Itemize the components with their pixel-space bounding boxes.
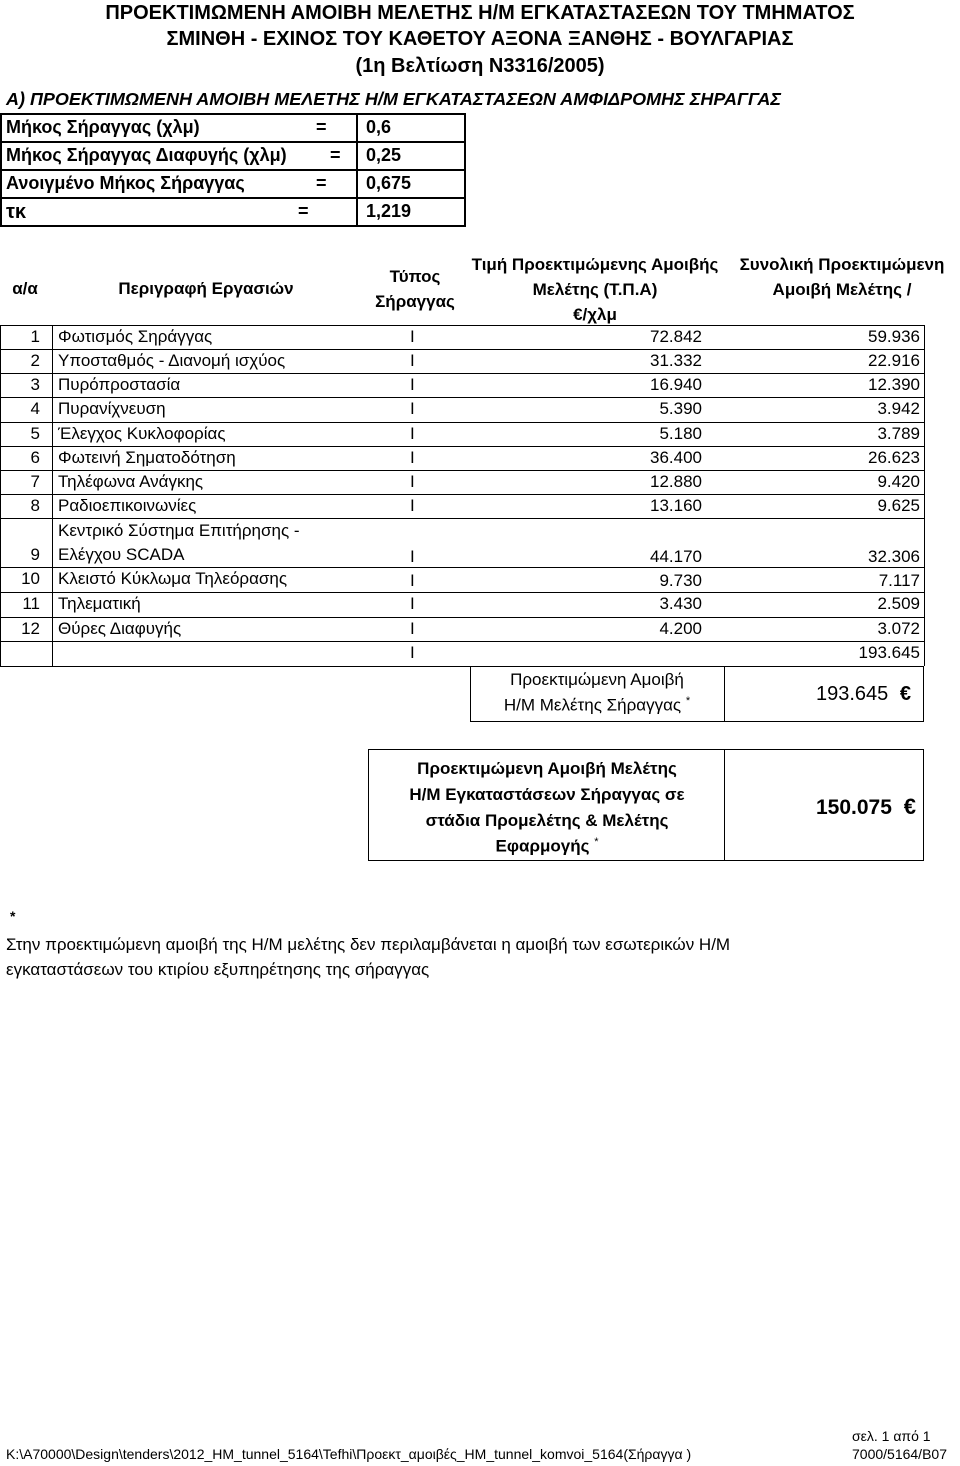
note-line-2: εγκαταστάσεων του κτιρίου εξυπηρέτησης της σήραγγας (6, 960, 430, 979)
row-number: 7 (30, 472, 40, 491)
sum-type: Ι (410, 643, 415, 662)
note-line-1: Στην προεκτιμώμενη αμοιβή της Η/Μ μελέτης δεν περιλαμβάνεται η αμοιβή των εσωτερικών Η/Μ (6, 935, 731, 954)
row-number: 10 (21, 569, 40, 588)
table-column-rule (924, 325, 925, 666)
asterisk-icon: * (10, 908, 16, 924)
param-label: τκ (6, 201, 27, 223)
row-unit-fee: 4.200 (659, 619, 702, 638)
stages-fee-label-1: Προεκτιμώμενη Αμοιβή Μελέτης (417, 759, 677, 778)
row-unit-fee: 5.390 (659, 399, 702, 418)
row-total-fee: 7.117 (878, 571, 920, 590)
row-unit-fee: 36.400 (650, 448, 702, 467)
row-unit-fee: 12.880 (650, 472, 702, 491)
euro-icon: € (899, 683, 911, 705)
header-aa: α/α (12, 279, 38, 298)
stages-fee-label-4 (370, 836, 724, 857)
sum-total-fee: 193.645 (858, 643, 920, 662)
asterisk-icon: * (594, 836, 599, 848)
row-number: 1 (30, 327, 40, 346)
param-eq: = (330, 145, 341, 165)
header-description: Περιγραφή Εργασιών (118, 279, 294, 298)
table-column-rule (52, 325, 53, 666)
param-label: Μήκος Σήραγγας (χλμ) (6, 117, 200, 137)
stages-divider (724, 749, 725, 861)
page-number: σελ. 1 από 1 (852, 1428, 931, 1444)
header-tunnel-type: Τύπος Σήραγγας (375, 267, 455, 311)
row-type: Ι (410, 472, 415, 491)
row-type: Ι (410, 571, 415, 590)
summary-fee-label-2-text: Η/Μ Μελέτης Σήραγγας (503, 695, 682, 715)
row-total-fee: 32.306 (868, 547, 920, 566)
row-description: Υποσταθμός - Διανομή ισχύος (58, 351, 286, 370)
row-number: 4 (30, 399, 40, 418)
row-total-fee: 3.942 (877, 399, 920, 418)
row-number: 11 (22, 594, 40, 613)
row-description: Τηλέφωνα Ανάγκης (58, 472, 204, 491)
header-unit-fee: Τιμή Προεκτιμώμενης Αμοιβής Μελέτης (Τ.Π.Α) (471, 255, 719, 299)
row-type: Ι (410, 594, 415, 613)
summary-fee-amount: 193.645 (816, 683, 889, 705)
euro-icon: € (903, 794, 917, 819)
row-total-fee: 9.420 (877, 472, 920, 491)
params-rule (0, 197, 466, 199)
row-type: Ι (410, 351, 415, 370)
row-description: Έλεγχος Κυκλοφορίας (58, 424, 226, 443)
row-description: Κεντρικό Σύστημα Επιτήρησης - (58, 521, 300, 540)
doc-title-line3: (1η Βελτίωση Ν3316/2005) (355, 55, 605, 77)
row-number: 9 (30, 545, 40, 564)
row-unit-fee: 5.180 (659, 424, 702, 443)
param-label: Ανοιγμένο Μήκος Σήραγγας (6, 173, 245, 193)
row-description: Ραδιοεπικοινωνίες (58, 496, 197, 515)
row-total-fee: 12.390 (868, 375, 920, 394)
row-number: 6 (30, 448, 40, 467)
header-unit-fee-unit: €/χλμ (573, 305, 617, 324)
row-unit-fee: 16.940 (650, 375, 702, 394)
row-type: Ι (410, 547, 415, 566)
params-rule (0, 169, 466, 171)
row-number: 12 (21, 619, 40, 638)
row-type: Ι (410, 448, 415, 467)
row-type: Ι (410, 496, 415, 515)
row-total-fee: 26.623 (868, 448, 920, 467)
row-unit-fee: 13.160 (650, 496, 702, 515)
row-description: Κλειστό Κύκλωμα Τηλεόρασης (58, 569, 288, 588)
param-value: 0,6 (366, 117, 392, 137)
row-description: Πυρόπροστασία (58, 375, 181, 394)
row-total-fee: 2.509 (877, 594, 920, 613)
param-value: 0,675 (366, 173, 412, 193)
row-unit-fee: 3.430 (659, 594, 702, 613)
param-label: Μήκος Σήραγγας Διαφυγής (χλμ) (6, 145, 287, 165)
document-code: 7000/5164/B07 (852, 1446, 947, 1462)
param-value: 0,25 (366, 145, 402, 165)
row-description: Θύρες Διαφυγής (58, 619, 182, 638)
doc-title-line2: ΣΜΙΝΘΗ - ΕΧΙΝΟΣ ΤΟΥ ΚΑΘΕΤΟΥ ΑΞΟΝΑ ΞΑΝΘΗΣ - ΒΟΥΛΓΑΡΙΑΣ (166, 28, 794, 50)
row-total-fee: 22.916 (868, 351, 920, 370)
row-unit-fee: 72.842 (650, 327, 702, 346)
param-eq: = (316, 173, 327, 193)
summary-fee-label-2 (470, 695, 724, 716)
stages-fee-label-2: Η/Μ Εγκαταστάσεων Σήραγγας σε (409, 785, 685, 804)
row-total-fee: 59.936 (868, 327, 920, 346)
params-rule (0, 141, 466, 143)
row-number: 5 (30, 424, 40, 443)
row-total-fee: 3.072 (877, 619, 920, 638)
summary-divider (724, 666, 725, 722)
param-eq: = (298, 201, 309, 221)
section-a-heading: Α) ΠΡΟΕΚΤΙΜΩΜΕΝΗ ΑΜΟΙΒΗ ΜΕΛΕΤΗΣ Η/Μ ΕΓΚΑΤΑΣΤΑΣΕΩΝ ΑΜΦΙΔΡΟΜΗΣ ΣΗΡΑΓΓΑΣ (6, 89, 782, 109)
summary-fee-label-1: Προεκτιμώμενη Αμοιβή (510, 670, 684, 689)
row-type: Ι (410, 327, 415, 346)
row-type: Ι (410, 375, 415, 394)
row-type: Ι (410, 399, 415, 418)
file-path: K:\A70000\Design\tenders\2012_HM_tunnel_5164\Tefhi\Προεκτ_αμοιβές_HM_tunnel_komvoi_5164(Σήραγγα ) (6, 1446, 692, 1462)
row-type: Ι (410, 619, 415, 638)
row-number: 2 (30, 351, 40, 370)
row-description: Πυρανίχνευση (58, 399, 166, 418)
row-description-cont: Ελέγχου SCADA (58, 545, 185, 564)
stages-fee-amount: 150.075 (816, 796, 892, 819)
row-unit-fee: 31.332 (650, 351, 702, 370)
row-number: 3 (30, 375, 40, 394)
row-unit-fee: 9.730 (659, 571, 702, 590)
asterisk-icon: * (685, 695, 691, 707)
summary-fee-value (816, 683, 911, 706)
param-value: 1,219 (366, 201, 412, 221)
row-total-fee: 9.625 (877, 496, 920, 515)
row-number: 8 (30, 496, 40, 515)
row-type: Ι (410, 424, 415, 443)
param-eq: = (316, 117, 327, 137)
stages-fee-label-4-text: Εφαρμογής (495, 836, 590, 856)
doc-title-line1: ΠΡΟΕΚΤΙΜΩΜΕΝΗ ΑΜΟΙΒΗ ΜΕΛΕΤΗΣ Η/Μ ΕΓΚΑΤΑΣΤΑΣΕΩΝ ΤΟΥ ΤΜΗΜΑΤΟΣ (105, 2, 855, 24)
row-description: Τηλεματική (58, 594, 141, 613)
row-description: Φωτισμός Σηράγγας (58, 327, 213, 346)
header-total-fee: Συνολική Προεκτιμώμενη Αμοιβή Μελέτης / (739, 255, 945, 299)
row-total-fee: 3.789 (877, 424, 920, 443)
row-description: Φωτεινή Σηματοδότηση (58, 448, 236, 467)
stages-fee-value (816, 794, 916, 820)
stages-fee-label-3: στάδια Προμελέτης & Μελέτης (425, 811, 669, 830)
row-unit-fee: 44.170 (650, 547, 702, 566)
